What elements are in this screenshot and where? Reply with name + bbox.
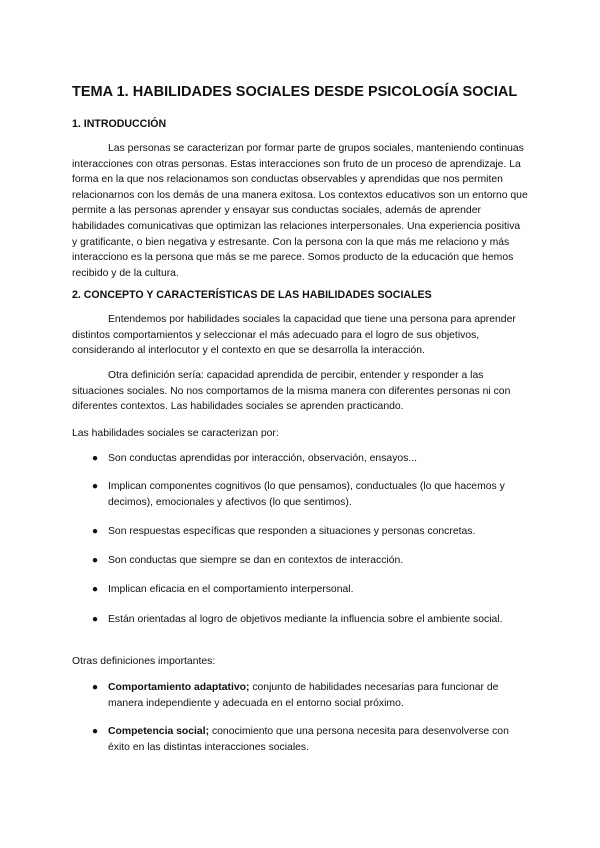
definition-body: conjunto de habilidades necesarias para funcionar de manera independiente y adecuada en el entorno social próximo. (108, 682, 499, 709)
list-intro: Las habilidades sociales se caracterizan por: (72, 428, 279, 439)
list-item (90, 524, 528, 540)
bullet-icon: ● (91, 555, 99, 566)
list-item-text: Son conductas aprendidas por interacción, observación, ensayos... (108, 453, 418, 464)
bullet-icon: ● (91, 453, 99, 464)
page-title: TEMA 1. HABILIDADES SOCIALES DESDE PSICOLOGÍA SOCIAL (72, 84, 518, 100)
list-item (90, 479, 528, 510)
bullet-icon: ● (91, 481, 99, 492)
definition-text (108, 724, 528, 755)
list-item-text: Son conductas que siempre se dan en contextos de interacción. (108, 555, 404, 566)
section-heading-concepto: 2. CONCEPTO Y CARACTERÍSTICAS DE LAS HABILIDADES SOCIALES (72, 289, 432, 301)
intro-paragraph: Las personas se caracterizan por formar parte de grupos sociales, manteniendo continuas interacciones con otras personas. Estas interacciones son fruto de un proceso de aprendizaje. La forma en la que nos relacionamos son conductas observables y aprendidas que nos permiten relacionarnos con los demás de una manera exitosa. Los contextos educativos son un entorno que permite a las personas aprender y ensayar sus conductas sociales, además de aprender habilidades comunicativas que optimizan las relaciones interpersonales. Una experiencia positiva y gratificante, o bien negativa y estresante. Con la persona con la que más me relaciono y más interacciono es la persona que más se me parece. Somos producto de la educación que hemos recibido y de la cultura. (72, 143, 528, 279)
definition-body: conocimiento que una persona necesita para desenvolverse con éxito en las distintas interacciones sociales. (108, 726, 509, 753)
list-item-text: Están orientadas al logro de objetivos mediante la influencia sobre el ambiente social. (108, 614, 503, 625)
list-item-text: Son respuestas específicas que responden a situaciones y personas concretas. (108, 526, 476, 537)
concept-paragraph-2: Otra definición sería: capacidad aprendida de percibir, entender y responder a las situaciones sociales. No nos comportamos de la misma manera con diferentes personas ni con diferentes contextos. Las habilidades sociales se aprenden practicando. (72, 370, 511, 413)
section-heading-introduccion: 1. INTRODUCCIÓN (72, 118, 167, 130)
definition-term: Comportamiento adaptativo; (108, 682, 250, 693)
bullet-icon: ● (91, 526, 99, 537)
other-definitions-intro: Otras definiciones importantes: (72, 656, 216, 667)
definition-text (108, 680, 528, 711)
bullet-icon: ● (91, 682, 99, 693)
list-item (90, 582, 528, 598)
list-item (90, 451, 528, 467)
bullet-icon: ● (91, 584, 99, 595)
definition-term: Competencia social; (108, 726, 210, 737)
list-item (90, 612, 528, 628)
concept-paragraph-1: Entendemos por habilidades sociales la capacidad que tiene una persona para aprender distintos comportamientos y seleccionar el más adecuado para el logro de sus objetivos, considerando al interlocutor y el contexto en que se desarrolla la interacción. (72, 314, 516, 357)
definition-item (90, 724, 528, 755)
definition-item (90, 680, 528, 711)
list-item-text: Implican componentes cognitivos (lo que pensamos), conductuales (lo que hacemos y decimos), emocionales y afectivos (lo que sentimos). (108, 481, 505, 508)
bullet-icon: ● (91, 726, 99, 737)
bullet-icon: ● (91, 614, 99, 625)
list-item-text: Implican eficacia en el comportamiento interpersonal. (108, 584, 354, 595)
list-item (90, 553, 528, 569)
